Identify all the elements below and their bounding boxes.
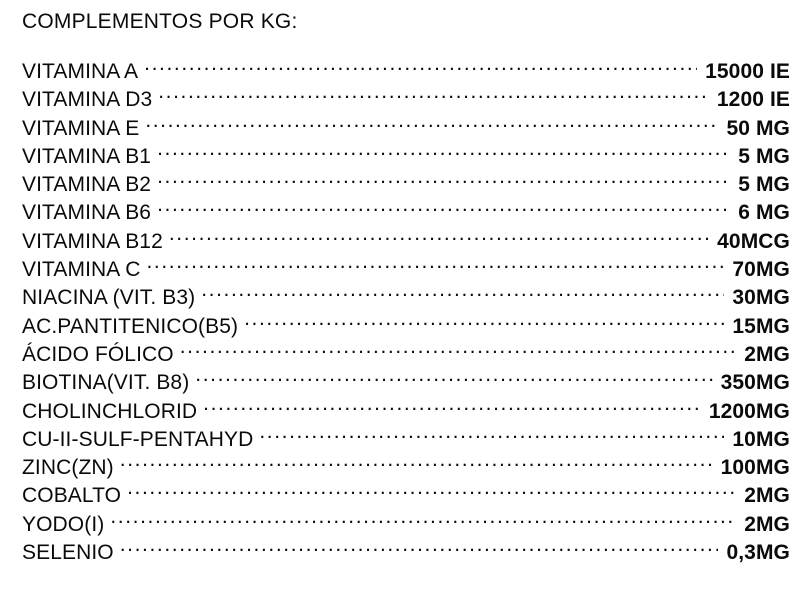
supplement-name: NIACINA (VIT. B3) bbox=[22, 286, 196, 310]
dot-leader bbox=[127, 480, 736, 502]
supplement-amount: 2MG bbox=[744, 484, 790, 508]
dot-leader bbox=[169, 226, 709, 248]
supplement-name: AC.PANTITENICO(B5) bbox=[22, 314, 239, 338]
list-item bbox=[22, 480, 790, 508]
supplement-name: VITAMINA A bbox=[22, 60, 139, 83]
dot-leader bbox=[195, 367, 712, 389]
supplement-amount: 5 MG bbox=[738, 144, 790, 168]
supplement-amount: 0,3MG bbox=[726, 541, 790, 565]
supplement-amount: 70MG bbox=[732, 258, 790, 282]
supplement-amount: 6 MG bbox=[738, 201, 790, 225]
supplement-amount: 350MG bbox=[720, 371, 790, 395]
list-item bbox=[22, 396, 790, 424]
supplement-amount: 15MG bbox=[732, 314, 790, 338]
list-item bbox=[22, 509, 790, 537]
supplement-name: VITAMINA D3 bbox=[22, 88, 153, 112]
supplement-name: VITAMINA B12 bbox=[22, 229, 163, 253]
dot-leader bbox=[244, 311, 724, 333]
supplement-name: YODO(I) bbox=[22, 512, 105, 536]
list-item bbox=[22, 339, 790, 367]
list-item bbox=[22, 169, 790, 197]
dot-leader bbox=[203, 396, 701, 418]
dot-leader bbox=[157, 169, 730, 191]
supplement-name: VITAMINA E bbox=[22, 116, 140, 140]
supplement-name: VITAMINA B2 bbox=[22, 173, 152, 197]
supplement-amount: 15000 IE bbox=[705, 60, 790, 83]
supplement-amount: 100MG bbox=[720, 456, 790, 480]
dot-leader bbox=[201, 282, 724, 304]
dot-leader bbox=[259, 424, 724, 446]
page-title: COMPLEMENTOS POR KG: bbox=[22, 10, 298, 33]
list-item bbox=[22, 197, 790, 225]
supplement-amount: 40MCG bbox=[717, 229, 790, 253]
dot-leader bbox=[145, 113, 718, 135]
list-item bbox=[22, 254, 790, 282]
supplement-name: CHOLINCHLORID bbox=[22, 399, 198, 423]
supplement-amount: 5 MG bbox=[738, 173, 790, 197]
supplement-amount: 1200MG bbox=[708, 399, 790, 423]
list-item bbox=[22, 226, 790, 254]
list-item bbox=[22, 141, 790, 169]
list-item bbox=[22, 311, 790, 339]
supplement-amount: 30MG bbox=[732, 286, 790, 310]
supplement-list bbox=[22, 56, 790, 565]
supplement-amount: 2MG bbox=[744, 342, 790, 366]
supplement-name: VITAMINA B6 bbox=[22, 201, 152, 225]
dot-leader bbox=[180, 339, 736, 361]
dot-leader bbox=[157, 141, 730, 163]
supplement-amount: 50 MG bbox=[726, 116, 790, 140]
list-item bbox=[22, 56, 790, 84]
supplement-name: BIOTINA(VIT. B8) bbox=[22, 371, 190, 395]
supplement-amount: 10MG bbox=[732, 427, 790, 451]
supplement-name: VITAMINA B1 bbox=[22, 144, 152, 168]
list-item bbox=[22, 84, 790, 112]
dot-leader bbox=[146, 254, 724, 276]
supplement-amount: 2MG bbox=[744, 512, 790, 536]
dot-leader bbox=[120, 537, 719, 559]
dot-leader bbox=[120, 452, 713, 474]
supplement-name: COBALTO bbox=[22, 484, 122, 508]
supplement-amount: 1200 IE bbox=[716, 88, 790, 112]
dot-leader bbox=[158, 84, 709, 106]
list-item bbox=[22, 113, 790, 141]
list-item bbox=[22, 424, 790, 452]
dot-leader bbox=[157, 197, 730, 219]
supplement-name: CU-II-SULF-PENTAHYD bbox=[22, 427, 254, 451]
dot-leader bbox=[144, 56, 697, 78]
supplement-name: VITAMINA C bbox=[22, 258, 141, 282]
list-item bbox=[22, 367, 790, 395]
supplement-name: SELENIO bbox=[22, 541, 114, 565]
list-item bbox=[22, 537, 790, 565]
supplement-name: ÁCIDO FÓLICO bbox=[22, 342, 174, 366]
list-item bbox=[22, 452, 790, 480]
list-item bbox=[22, 282, 790, 310]
dot-leader bbox=[110, 509, 736, 531]
supplement-name: ZINC(ZN) bbox=[22, 456, 114, 480]
